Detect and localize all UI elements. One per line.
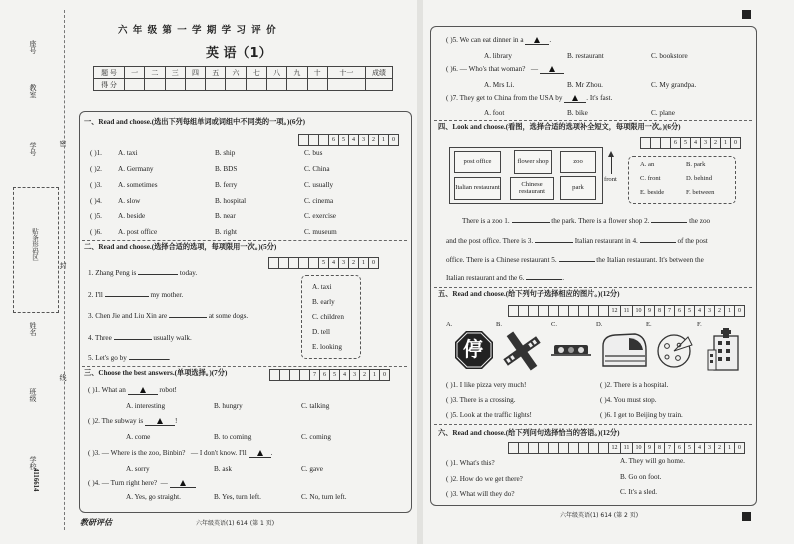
hospital-icon xyxy=(706,326,742,372)
s2-sentence-3: 3. Chen Jie and Liu Xin are at some dogs. xyxy=(88,312,249,320)
s1-option-a: A. Germany xyxy=(118,165,154,173)
s5-item: ( )4. You must stop. xyxy=(600,396,657,404)
binding-label-class: 班级 xyxy=(29,388,37,402)
pic-label-a: A. xyxy=(446,321,453,328)
answer-blank[interactable] xyxy=(105,296,149,297)
s1-option-a: A. slow xyxy=(118,197,141,205)
s6-question: ( )2. How do we get there? xyxy=(446,475,523,483)
s1-option-b: B. near xyxy=(215,212,236,220)
map-place-italian-restaurant: Italian restaurant xyxy=(454,177,501,200)
score-cell[interactable] xyxy=(165,79,185,91)
triangle-marker-icon xyxy=(157,418,163,424)
grade-title: 六 年 级 第 一 学 期 学 习 评 价 xyxy=(118,25,277,36)
s3-option-a: A. Mrs Li. xyxy=(484,81,515,89)
pic-label-c: C. xyxy=(551,321,558,328)
answer-blank[interactable] xyxy=(564,95,586,103)
corner-mark xyxy=(742,512,751,521)
pic-label-f: F. xyxy=(697,321,702,328)
pic-label-e: E. xyxy=(646,321,652,328)
s1-row-num: ( )4. xyxy=(90,197,102,205)
answer-blank[interactable] xyxy=(540,66,564,74)
s1-option-c: C. cinema xyxy=(304,197,334,205)
s4-passage-line1: There is a zoo 1. the park. There is a flower shop 2. the zoo xyxy=(462,217,711,225)
pic-label-d: D. xyxy=(596,321,603,328)
s4-option: D. behind xyxy=(686,175,713,182)
s4-option: B. park xyxy=(686,161,706,168)
section3-score-boxes[interactable]: 7 6 5 4 3 2 1 0 xyxy=(269,369,390,381)
score-cell[interactable] xyxy=(246,79,266,91)
s4-passage-line2: and the post office. There is 3. Italian restaurant in 4. of the post xyxy=(446,237,708,245)
footer-right-page: 六年级英语(1) 614 (第 2 页) xyxy=(560,512,639,519)
s3-option-a: A. library xyxy=(484,52,512,60)
score-col: 十 xyxy=(307,67,327,79)
section4-title: 四、Look and choose.(看图，选择合适的选项补全短文，每项限用一次。)(6分) xyxy=(438,123,681,131)
s2-option: B. early xyxy=(312,298,335,306)
score-cell[interactable] xyxy=(287,79,307,91)
s1-option-a: A. post office xyxy=(118,228,158,236)
s1-option-c: C. usually xyxy=(304,181,334,189)
s1-row-num: ( )5. xyxy=(90,212,102,220)
s3-question-6: ( )6. — Who's that woman? — xyxy=(446,66,564,74)
answer-blank[interactable] xyxy=(128,387,158,395)
score-row-label: 得 分 xyxy=(94,79,125,91)
stop-sign-char: 停 xyxy=(463,337,483,361)
score-cell[interactable] xyxy=(185,79,205,91)
answer-blank[interactable] xyxy=(138,274,178,275)
triangle-marker-icon xyxy=(140,387,146,393)
s2-sentence-4: 4. Three usually walk. xyxy=(88,334,192,342)
s2-option: C. children xyxy=(312,313,344,321)
binding-mark-seal2: 封 xyxy=(59,262,67,269)
s1-option-c: C. exercise xyxy=(304,212,336,220)
s4-option: A. an xyxy=(640,161,655,168)
footer-logo: 教研评估 xyxy=(80,518,112,527)
s1-option-c: C. museum xyxy=(304,228,337,236)
front-arrow-icon xyxy=(611,156,612,174)
map-place-zoo: zoo xyxy=(560,151,596,173)
score-summary-table xyxy=(93,66,393,91)
answer-blank[interactable] xyxy=(114,339,152,340)
score-col: 八 xyxy=(266,67,286,79)
s4-passage-line3: office. There is a Chinese restaurant 5. the Italian restaurant. It's between the xyxy=(446,256,704,264)
s3-option-c: C. No, turn left. xyxy=(301,493,347,501)
answer-blank[interactable] xyxy=(129,359,169,360)
divider xyxy=(434,424,752,425)
binding-label-classroom: 教室 xyxy=(29,84,37,98)
front-label: front xyxy=(604,176,617,183)
s3-option-a: A. foot xyxy=(484,109,505,117)
answer-blank[interactable] xyxy=(525,37,549,45)
s5-item: ( )3. There is a crossing. xyxy=(446,396,516,404)
score-col-label: 题 号 xyxy=(94,67,125,79)
s3-option-a: A. Yes, go straight. xyxy=(126,493,181,501)
s3-option-a: A. interesting xyxy=(126,402,166,410)
divider xyxy=(434,120,752,121)
score-col: 三 xyxy=(165,67,185,79)
score-col: 一 xyxy=(125,67,145,79)
s3-question-4: ( )4. — Turn right here? — xyxy=(88,480,196,488)
s3-option-b: B. hungry xyxy=(214,402,243,410)
section5-score-boxes[interactable]: 12 11 10 9 8 7 6 5 4 3 2 1 0 xyxy=(508,305,745,317)
s6-question: ( )3. What will they do? xyxy=(446,490,515,498)
s3-option-b: B. to coming xyxy=(214,433,252,441)
s2-option: D. tell xyxy=(312,328,330,336)
barcode-area-label: 贴条形码区 xyxy=(31,228,38,261)
s3-option-b: B. Yes, turn left. xyxy=(214,493,261,501)
score-col: 九 xyxy=(287,67,307,79)
score-col: 六 xyxy=(226,67,246,79)
train-icon xyxy=(599,330,649,370)
binding-mark-line: 线 xyxy=(59,374,67,381)
crossing-icon xyxy=(498,330,546,372)
s6-question: ( )1. What's this? xyxy=(446,459,495,467)
divider xyxy=(434,287,752,288)
s3-option-c: C. My grandpa. xyxy=(651,81,697,89)
answer-blank[interactable] xyxy=(559,261,595,262)
s1-row-num: ( )1. xyxy=(90,149,102,157)
s1-option-c: C. bus xyxy=(304,149,323,157)
binding-label-school: 学校 xyxy=(29,456,37,470)
s1-option-b: B. right xyxy=(215,228,237,236)
s3-question-2: ( )2. The subway is ! xyxy=(88,417,178,425)
score-table-score-row xyxy=(94,79,393,91)
section6-title: 六、Read and choose.(给下列问句选择恰当的答语。)(12分) xyxy=(438,429,620,437)
s1-option-b: B. hospital xyxy=(215,197,247,205)
answer-blank[interactable] xyxy=(512,222,550,223)
s2-option: E. looking xyxy=(312,343,342,351)
s1-row-num: ( )3. xyxy=(90,181,102,189)
binding-label-seat: 座号 xyxy=(29,40,37,54)
score-cell[interactable] xyxy=(145,79,165,91)
s3-option-b: B. bike xyxy=(567,109,588,117)
s1-option-a: A. beside xyxy=(118,212,146,220)
s1-option-b: B. ship xyxy=(215,149,236,157)
center-fold xyxy=(417,0,423,544)
score-col: 七 xyxy=(246,67,266,79)
score-cell[interactable] xyxy=(266,79,286,91)
score-col: 二 xyxy=(145,67,165,79)
map-place-flower-shop: flower shop xyxy=(514,150,552,174)
front-arrow-head-icon xyxy=(608,151,614,157)
divider xyxy=(82,240,407,241)
traffic-light-icon xyxy=(551,342,591,364)
triangle-marker-icon xyxy=(180,480,186,486)
score-col: 四 xyxy=(185,67,205,79)
binding-mark-seal: 密 xyxy=(59,140,67,147)
section3-title: 三、Choose the best answers.(单项选择。)(7分) xyxy=(84,369,228,377)
s6-answer: C. It's a sled. xyxy=(620,488,658,496)
score-cell[interactable] xyxy=(366,79,393,91)
s2-sentence-2: 2. I'll my mother. xyxy=(88,291,184,299)
pizza-icon xyxy=(654,331,694,369)
subject-title: 英 语（1） xyxy=(206,46,272,61)
s3-question-1: ( )1. What an robot! xyxy=(88,386,177,394)
map-place-chinese-restaurant: Chinese restaurant xyxy=(510,177,554,200)
s3-option-b: B. Mr Zhou. xyxy=(567,81,603,89)
section6-score-boxes[interactable]: 12 11 10 9 8 7 6 5 4 3 2 1 0 xyxy=(508,442,745,454)
s1-option-c: C. China xyxy=(304,165,330,173)
s5-item: ( )2. There is a hospital. xyxy=(600,381,669,389)
s4-option: C. front xyxy=(640,175,661,182)
score-table-header-row xyxy=(94,67,393,79)
s1-option-a: A. sometimes xyxy=(118,181,158,189)
s3-question-5: ( )5. We can eat dinner in a . xyxy=(446,36,552,44)
s3-option-c: C. plane xyxy=(651,109,675,117)
map-place-post-office: post office xyxy=(454,151,501,173)
pic-label-b: B. xyxy=(496,321,503,328)
s3-option-c: C. talking xyxy=(301,402,330,410)
s3-question-3: ( )3. — Where is the zoo, Binbin? — I don't know. I'll . xyxy=(88,449,273,457)
section1-title: 一、Read and choose.(选出下列每组单词或词组中不同类的一项。)(6分) xyxy=(84,118,306,126)
section2-score-boxes[interactable]: 5 4 3 2 1 0 xyxy=(268,257,379,269)
s1-row-num: ( )2. xyxy=(90,165,102,173)
s1-option-b: B. BDS xyxy=(215,165,238,173)
binding-code: 4116614 xyxy=(32,468,39,492)
s2-option: A. taxi xyxy=(312,283,332,291)
s6-answer: B. Go on foot. xyxy=(620,473,662,481)
answer-blank[interactable] xyxy=(170,480,196,488)
answer-blank[interactable] xyxy=(651,222,687,223)
s4-option: E. beside xyxy=(640,189,665,196)
s2-sentence-1: 1. Zhang Peng is today. xyxy=(88,269,198,277)
score-col: 十一 xyxy=(327,67,365,79)
triangle-marker-icon xyxy=(572,95,578,101)
section1-score-boxes[interactable]: 6 5 4 3 2 1 0 xyxy=(298,134,399,146)
score-cell[interactable] xyxy=(125,79,145,91)
section4-score-boxes[interactable]: 6 5 4 3 2 1 0 xyxy=(640,137,741,149)
s5-item: ( )5. Look at the traffic lights! xyxy=(446,411,532,419)
s3-question-7: ( )7. They get to China from the USA by . It's fast. xyxy=(446,94,613,102)
score-cell[interactable] xyxy=(206,79,226,91)
answer-blank[interactable] xyxy=(145,418,175,426)
footer-left-page: 六年级英语(1) 614 (第 1 页) xyxy=(196,520,275,527)
s3-option-c: C. gave xyxy=(301,465,323,473)
binding-strip xyxy=(0,0,70,544)
score-cell[interactable] xyxy=(327,79,365,91)
s5-item: ( )1. I like pizza very much! xyxy=(446,381,527,389)
answer-blank[interactable] xyxy=(535,242,573,243)
divider xyxy=(82,366,407,367)
s6-answer: A. They will go home. xyxy=(620,457,685,465)
s5-item: ( )6. I get to Beijing by train. xyxy=(600,411,683,419)
answer-blank[interactable] xyxy=(169,317,207,318)
answer-blank[interactable] xyxy=(526,279,562,280)
answer-blank[interactable] xyxy=(249,450,271,458)
s4-passage-line4: Italian restaurant and the 6. . xyxy=(446,274,565,282)
binding-label-student-no: 学号 xyxy=(29,142,37,156)
s1-option-b: B. ferry xyxy=(215,181,238,189)
score-cell[interactable] xyxy=(226,79,246,91)
answer-blank[interactable] xyxy=(640,242,676,243)
s3-option-c: C. bookstore xyxy=(651,52,688,60)
s4-option: F. between xyxy=(686,189,715,196)
s3-option-b: B. restaurant xyxy=(567,52,604,60)
triangle-marker-icon xyxy=(257,450,263,456)
triangle-marker-icon xyxy=(549,66,555,72)
s2-sentence-5: 5. Let's go by . xyxy=(88,354,171,362)
s3-option-a: A. come xyxy=(126,433,151,441)
s1-row-num: ( )6. xyxy=(90,228,102,236)
binding-dashed-line xyxy=(64,10,65,530)
corner-mark xyxy=(742,10,751,19)
score-col-total: 成绩 xyxy=(366,67,393,79)
score-cell[interactable] xyxy=(307,79,327,91)
triangle-marker-icon xyxy=(534,37,540,43)
map-place-park: park xyxy=(560,176,596,200)
s3-option-c: C. coming xyxy=(301,433,331,441)
section2-title: 二、Read and choose.(选择合适的选项，每项限用一次。)(5分) xyxy=(84,243,277,251)
s1-option-a: A. taxi xyxy=(118,149,138,157)
binding-label-name: 姓名 xyxy=(29,322,37,336)
section5-title: 五、Read and choose.(给下列句子选择相应的图片。)(12分) xyxy=(438,290,620,298)
score-col: 五 xyxy=(206,67,226,79)
s3-option-a: A. sorry xyxy=(126,465,150,473)
s3-option-b: B. ask xyxy=(214,465,232,473)
